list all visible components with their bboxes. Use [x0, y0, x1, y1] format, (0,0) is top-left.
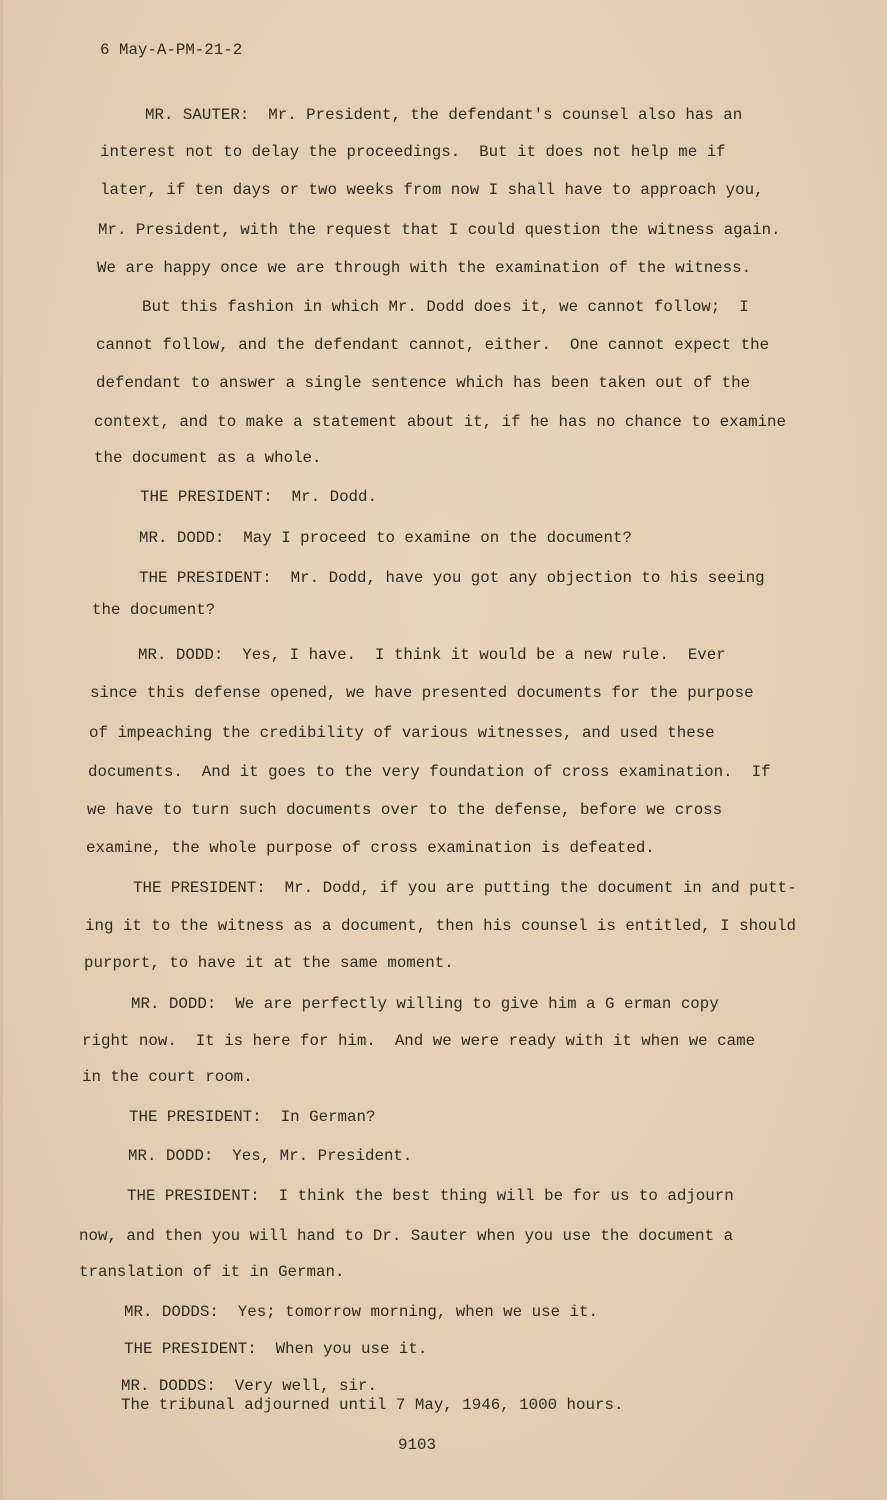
transcript-line: THE PRESIDENT: Mr. Dodd.	[140, 488, 377, 506]
transcript-line: since this defense opened, we have presented documents for the purpose	[90, 684, 754, 702]
transcript-line: MR. SAUTER: Mr. President, the defendant's counsel also has an	[145, 106, 743, 124]
transcript-line: The tribunal adjourned until 7 May, 1946, 1000 hours.	[121, 1396, 624, 1414]
transcript-line: of impeaching the credibility of various witnesses, and used these	[89, 724, 715, 742]
transcript-line: MR. DODD: May I proceed to examine on the document?	[139, 529, 632, 547]
transcript-line: ing it to the witness as a document, then his counsel is entitled, I should	[85, 917, 796, 935]
transcript-line: interest not to delay the proceedings. But it does not help me if	[100, 143, 726, 161]
transcript-line: purport, to have it at the same moment.	[84, 954, 454, 972]
transcript-line: THE PRESIDENT: When you use it.	[124, 1340, 428, 1358]
transcript-line: the document?	[92, 601, 216, 619]
transcript-line: we have to turn such documents over to the defense, before we cross	[87, 801, 723, 819]
transcript-line: MR. DODD: Yes, I have. I think it would be a new rule. Ever	[138, 646, 726, 664]
transcript-line: documents. And it goes to the very foundation of cross examination. If	[88, 763, 771, 781]
transcript-line: translation of it in German.	[79, 1263, 345, 1281]
transcript-line: THE PRESIDENT: Mr. Dodd, have you got any objection to his seeing	[139, 569, 765, 587]
transcript-line: THE PRESIDENT: I think the best thing will be for us to adjourn	[127, 1187, 734, 1205]
transcript-line: cannot follow, and the defendant cannot, either. One cannot expect the	[96, 336, 770, 354]
page-number: 9103	[398, 1436, 436, 1454]
transcript-line: MR. DODD: We are perfectly willing to give him a G erman copy	[131, 995, 719, 1013]
transcript-line: now, and then you will hand to Dr. Sauter when you use the document a	[79, 1227, 734, 1245]
transcript-line: in the court room.	[82, 1068, 253, 1086]
transcript-line: THE PRESIDENT: Mr. Dodd, if you are putting the document in and putt-	[133, 879, 797, 897]
transcript-line: MR. DODDS: Very well, sir.	[121, 1377, 377, 1395]
transcript-line: We are happy once we are through with the examination of the witness.	[97, 259, 752, 277]
transcript-line: MR. DODDS: Yes; tomorrow morning, when we use it.	[124, 1303, 598, 1321]
transcript-line: THE PRESIDENT: In German?	[129, 1108, 376, 1126]
transcript-line: Mr. President, with the request that I could question the witness again.	[98, 221, 781, 239]
transcript-line: the document as a whole.	[94, 449, 322, 467]
document-header: 6 May-A-PM-21-2	[100, 41, 243, 59]
page-edge	[0, 0, 3, 1500]
transcript-line: right now. It is here for him. And we were ready with it when we came	[82, 1032, 756, 1050]
transcript-line: But this fashion in which Mr. Dodd does it, we cannot follow; I	[142, 298, 749, 316]
transcript-line: context, and to make a statement about it, if he has no chance to examine	[94, 413, 787, 431]
transcript-line: examine, the whole purpose of cross examination is defeated.	[86, 839, 655, 857]
transcript-line: defendant to answer a single sentence which has been taken out of the	[96, 374, 751, 392]
transcript-line: MR. DODD: Yes, Mr. President.	[128, 1147, 413, 1165]
transcript-line: later, if ten days or two weeks from now I shall have to approach you,	[100, 181, 764, 199]
